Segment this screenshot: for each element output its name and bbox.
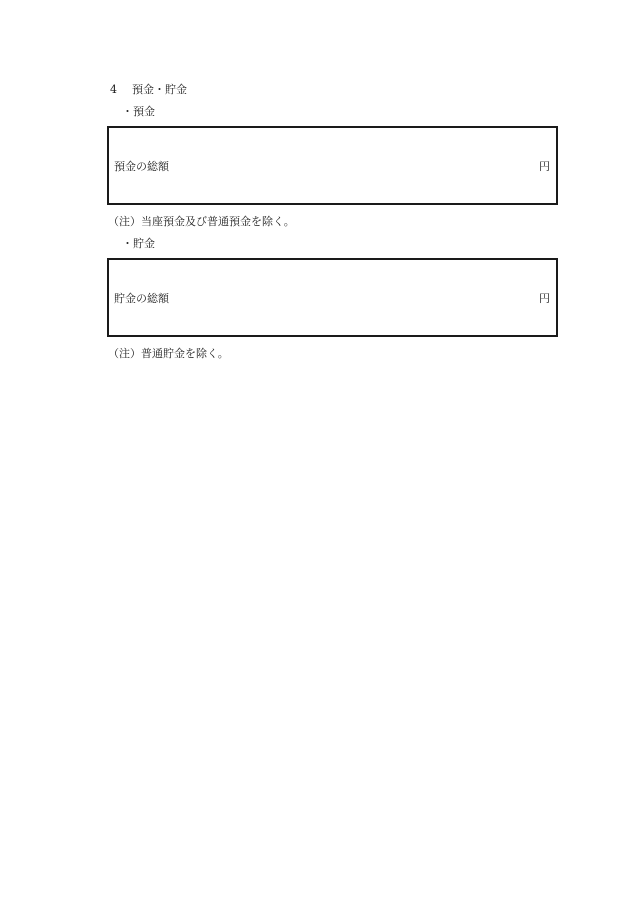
deposit-heading: ・預金 <box>122 105 155 118</box>
deposit-total-label: 預金の総額 <box>114 160 169 173</box>
section-title: 預金・貯金 <box>132 83 187 96</box>
deposit-total-field[interactable] <box>107 126 558 205</box>
savings-note: （注）普通貯金を除く。 <box>108 347 229 360</box>
section-number: 4 <box>110 83 117 96</box>
savings-total-field[interactable] <box>107 258 558 337</box>
savings-total-unit: 円 <box>539 292 550 305</box>
deposit-note: （注）当座預金及び普通預金を除く。 <box>108 215 295 228</box>
savings-total-label: 貯金の総額 <box>114 292 169 305</box>
savings-heading: ・貯金 <box>122 237 155 250</box>
deposit-total-unit: 円 <box>539 160 550 173</box>
